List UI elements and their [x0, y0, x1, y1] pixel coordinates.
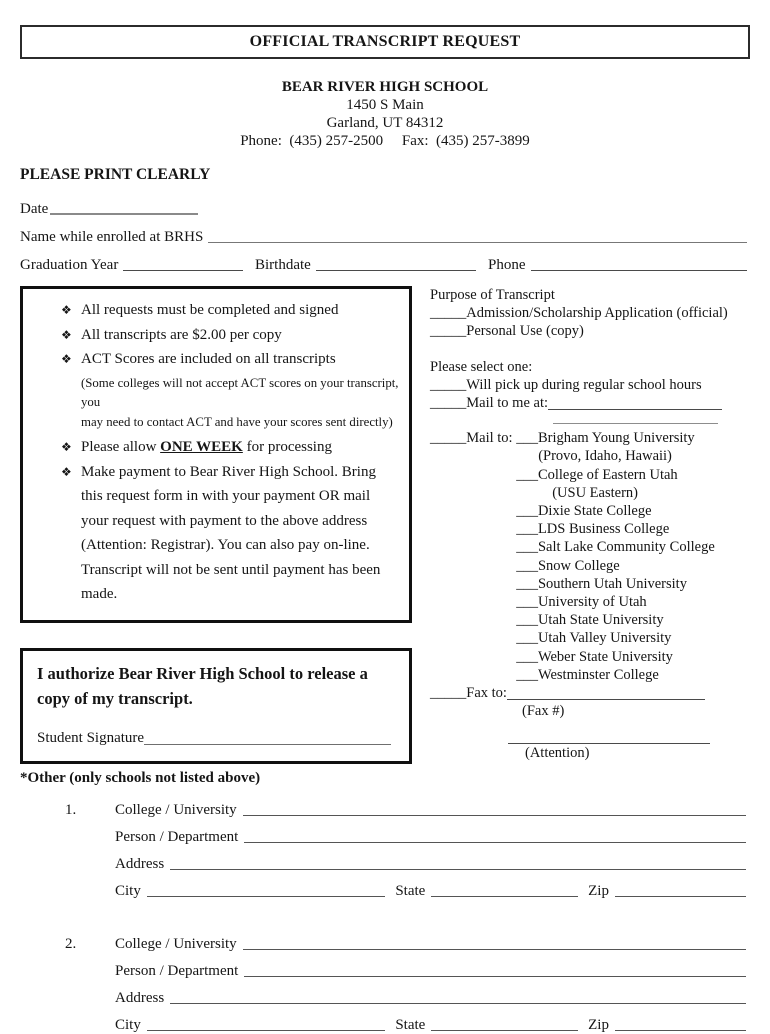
- college-option[interactable]: ___College of Eastern Utah: [516, 466, 678, 483]
- college-university-field-line[interactable]: [243, 949, 746, 950]
- form-columns: [20, 286, 750, 764]
- fax-number-line[interactable]: [507, 699, 705, 700]
- person-department-label: Person / Department: [115, 962, 239, 979]
- student-signature-line[interactable]: [144, 744, 391, 745]
- school-header: [20, 78, 750, 150]
- birthdate-field-line[interactable]: [316, 270, 476, 271]
- purpose-heading: Purpose of Transcript: [430, 287, 555, 303]
- diamond-bullet-icon: ❖: [61, 464, 72, 479]
- zip-label: Zip: [588, 1016, 609, 1033]
- other-school-entry-1: [20, 792, 750, 900]
- state-field-line[interactable]: [431, 1030, 578, 1031]
- authorization-statement: I authorize Bear River High School to release a copy of my transcript.: [37, 663, 368, 708]
- requirements-box: [20, 286, 412, 623]
- option-mail-to-me[interactable]: [430, 394, 750, 412]
- enrolled-name-field-line[interactable]: [208, 242, 747, 243]
- college-option[interactable]: ___Southern Utah University: [516, 575, 687, 592]
- address-field-line[interactable]: [170, 1003, 746, 1004]
- college-option[interactable]: ___Westminster College: [516, 666, 659, 683]
- graduation-year-label: Graduation Year: [20, 257, 119, 273]
- college-option[interactable]: ___Dixie State College: [516, 503, 652, 520]
- person-department-field-line[interactable]: [244, 976, 746, 977]
- phone-label: Phone: [488, 257, 526, 273]
- authorization-box: [20, 648, 412, 764]
- date-row: [20, 198, 750, 218]
- print-clearly-heading: PLEASE PRINT CLEARLY: [20, 166, 211, 183]
- city-label: City: [115, 882, 141, 899]
- bullet-text: Please allow ONE WEEK for processing: [81, 439, 332, 455]
- bullet-text: Make payment to Bear River High School. Bring this request form in with your payment OR mail your request with payment to the above address (Attention: Registrar). You can also pay on-line. Transcript will not be sent until payment has been made.: [81, 463, 381, 602]
- one-week-emphasis: ONE WEEK: [160, 439, 243, 455]
- address-row: [65, 980, 750, 1007]
- birthdate-label: Birthdate: [255, 257, 311, 273]
- address-label: Address: [115, 989, 165, 1006]
- school-address-line2: Garland, UT 84312: [326, 115, 444, 131]
- bullet-item: [33, 323, 401, 348]
- college-university-label: College / University: [115, 801, 237, 818]
- college-option[interactable]: ___Weber State University: [516, 648, 673, 665]
- bullet-text: All transcripts are $2.00 per copy: [81, 326, 282, 343]
- college-option[interactable]: ___Brigham Young University: [516, 430, 695, 447]
- address-row: [65, 846, 750, 873]
- right-column: [412, 286, 750, 763]
- mail-to-label[interactable]: _____Mail to:: [430, 430, 517, 447]
- person-department-row: [65, 819, 750, 846]
- school-name: BEAR RIVER HIGH SCHOOL: [281, 79, 489, 95]
- grad-info-row: [20, 254, 750, 274]
- title-box: [20, 25, 750, 59]
- signature-row: [37, 726, 397, 747]
- zip-label: Zip: [588, 882, 609, 899]
- entry-number: 2.: [65, 935, 77, 952]
- bullet-item: [33, 347, 401, 372]
- bullet-item: [33, 435, 401, 460]
- enrolled-name-label: Name while enrolled at BRHS: [20, 229, 204, 245]
- date-field-line[interactable]: [50, 213, 198, 215]
- attention-line[interactable]: [508, 724, 710, 744]
- college-option[interactable]: ___LDS Business College: [516, 521, 670, 538]
- college-university-row: [65, 926, 750, 953]
- state-label: State: [395, 882, 426, 899]
- mail-to-me-label: _____Mail to me at:: [430, 395, 548, 412]
- option-fax-to[interactable]: [430, 684, 750, 702]
- bullet-item: [33, 298, 401, 323]
- phone-field-line[interactable]: [531, 270, 748, 271]
- address-field-line[interactable]: [170, 869, 746, 870]
- city-label: City: [115, 1016, 141, 1033]
- fax-to-label: _____Fax to:: [430, 685, 507, 702]
- college-option-subtext: (Provo, Idaho, Hawaii): [538, 448, 672, 465]
- act-note: [81, 372, 401, 436]
- city-field-line[interactable]: [147, 1030, 386, 1031]
- zip-field-line[interactable]: [615, 896, 746, 897]
- option-admission-scholarship[interactable]: _____Admission/Scholarship Application (official): [430, 305, 728, 322]
- name-row: [20, 226, 750, 246]
- mail-to-me-address-line[interactable]: [548, 409, 722, 410]
- attention-caption: (Attention): [525, 745, 590, 762]
- bullet-item: [33, 460, 401, 607]
- state-field-line[interactable]: [431, 896, 578, 897]
- diamond-bullet-icon: ❖: [61, 327, 72, 342]
- state-label: State: [395, 1016, 426, 1033]
- address-label: Address: [115, 855, 165, 872]
- college-list: [516, 429, 750, 684]
- diamond-bullet-icon: ❖: [61, 352, 72, 366]
- option-personal-use[interactable]: _____Personal Use (copy): [430, 323, 584, 340]
- bullet-text: All requests must be completed and signed: [81, 302, 339, 318]
- college-option-subtext: (USU Eastern): [552, 484, 638, 501]
- zip-field-line[interactable]: [615, 1030, 746, 1031]
- college-university-row: [65, 792, 750, 819]
- person-department-field-line[interactable]: [244, 842, 746, 843]
- entry-number: 1.: [65, 801, 77, 818]
- college-option[interactable]: ___Snow College: [516, 557, 620, 574]
- student-signature-label: Student Signature: [37, 729, 145, 746]
- graduation-year-field-line[interactable]: [123, 270, 243, 271]
- diamond-bullet-icon: ❖: [61, 303, 72, 317]
- date-label: Date: [20, 201, 49, 217]
- city-state-zip-row: [65, 1007, 750, 1034]
- other-school-entry-2: [20, 926, 750, 1034]
- college-university-field-line[interactable]: [243, 815, 746, 816]
- person-department-label: Person / Department: [115, 828, 239, 845]
- person-department-row: [65, 953, 750, 980]
- bullet-text: ACT Scores are included on all transcripts: [81, 351, 336, 367]
- school-phone-fax: Phone: (435) 257-2500 Fax: (435) 257-3899: [240, 133, 530, 149]
- option-mail-to-college: [430, 429, 750, 684]
- select-one-heading: Please select one:: [430, 358, 533, 375]
- school-address-line1: 1450 S Main: [346, 97, 424, 113]
- other-schools-heading: *Other (only schools not listed above): [20, 769, 261, 786]
- college-option[interactable]: ___Utah Valley University: [516, 630, 672, 647]
- college-option[interactable]: ___University of Utah: [516, 594, 647, 611]
- act-note-line1: (Some colleges will not accept ACT scores on your transcript, you: [81, 375, 399, 409]
- college-university-label: College / University: [115, 935, 237, 952]
- fax-number-caption: (Fax #): [522, 703, 565, 720]
- option-pickup[interactable]: _____Will pick up during regular school hours: [430, 376, 702, 393]
- page-title: OFFICIAL TRANSCRIPT REQUEST: [249, 33, 521, 50]
- mail-to-me-address-line2[interactable]: [553, 412, 718, 424]
- city-field-line[interactable]: [147, 896, 386, 897]
- diamond-bullet-icon: ❖: [61, 440, 72, 454]
- city-state-zip-row: [65, 873, 750, 900]
- college-option[interactable]: ___Utah State University: [516, 612, 664, 629]
- left-column: [20, 286, 412, 764]
- act-note-line2: may need to contact ACT and have your scores sent directly): [81, 414, 393, 429]
- college-option[interactable]: ___Salt Lake Community College: [516, 539, 715, 556]
